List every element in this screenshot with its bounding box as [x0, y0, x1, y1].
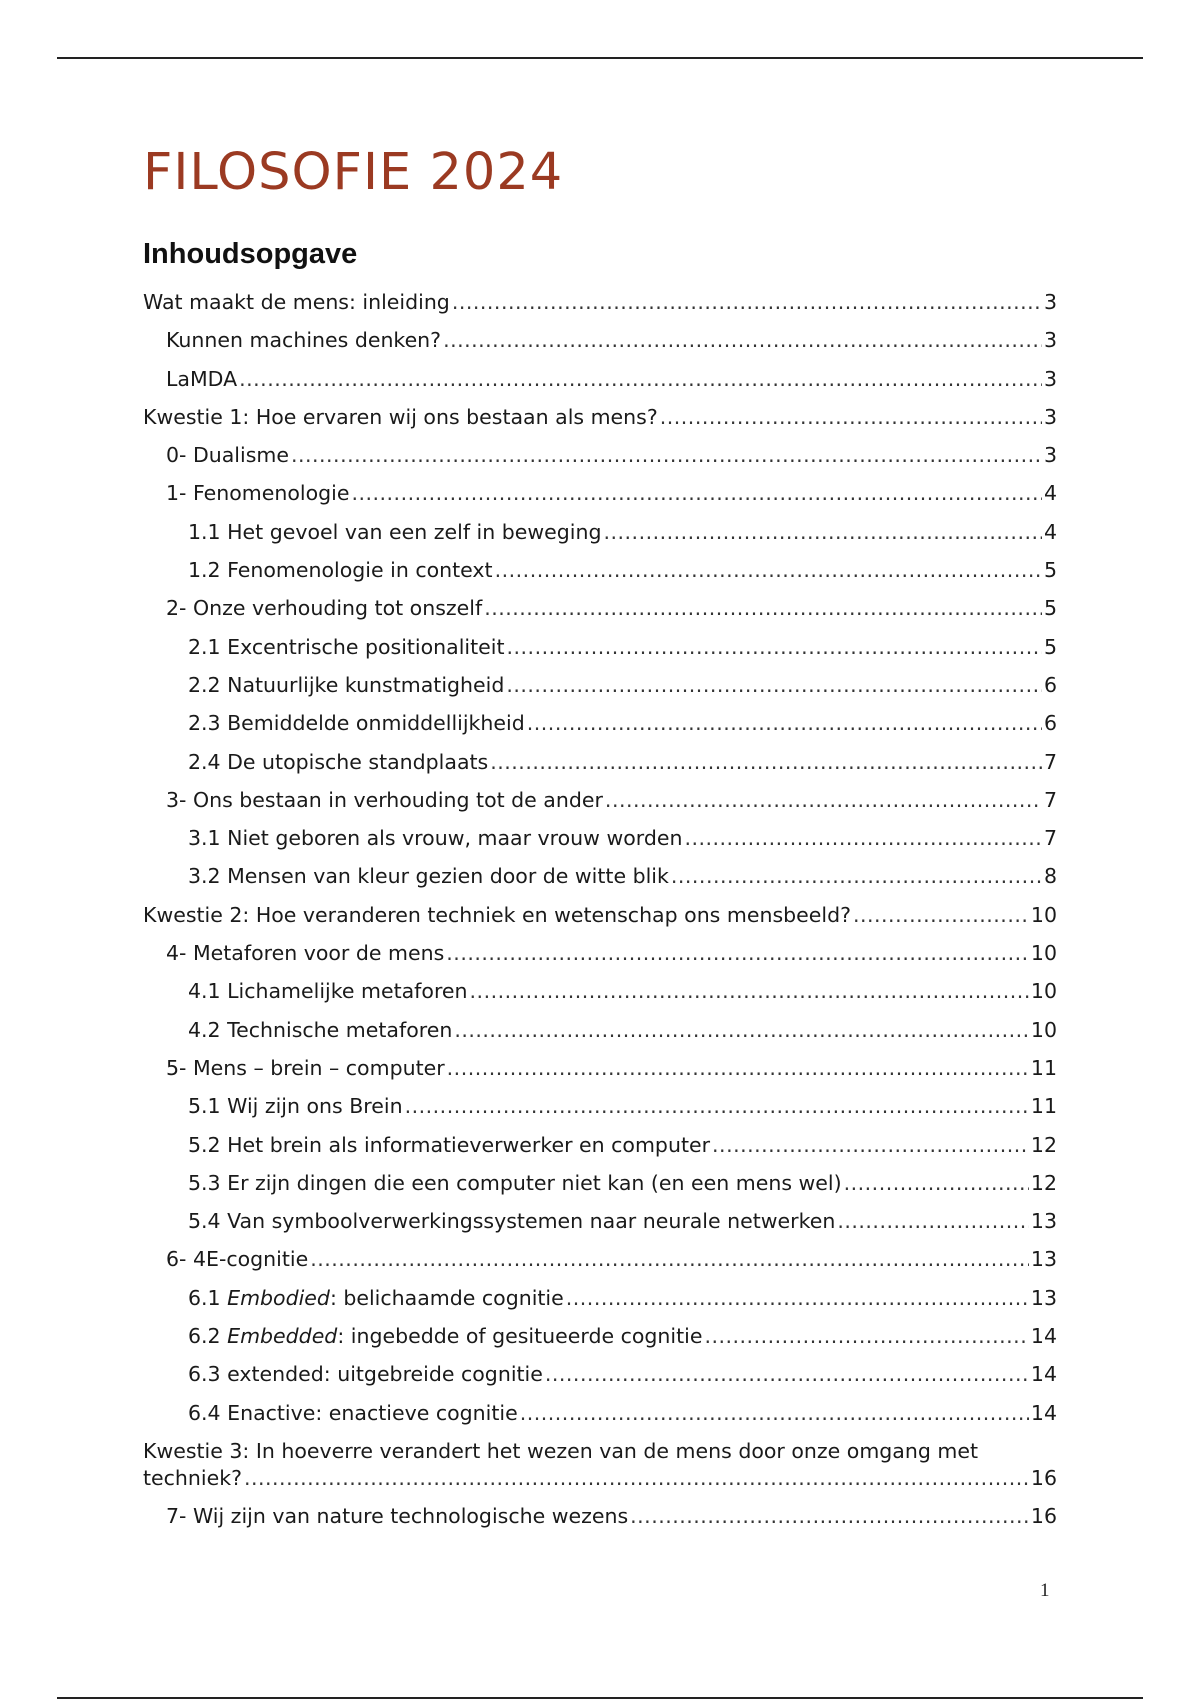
toc-page-number: 11 — [1030, 1055, 1057, 1080]
toc-page-number: 14 — [1030, 1400, 1057, 1425]
toc-entry[interactable] — [143, 1246, 1057, 1284]
toc-leader-dots — [443, 327, 1042, 354]
toc-entry-text: Wat maakt de mens: inleiding — [143, 290, 450, 314]
toc-entry-text: 5.1 Wij zijn ons Brein — [188, 1094, 403, 1119]
toc-page-number: 13 — [1030, 1247, 1057, 1272]
toc-entry-text: 3.2 Mensen van kleur gezien door de witte blik — [188, 864, 669, 889]
toc-entry[interactable] — [143, 672, 1057, 710]
toc-entry[interactable] — [143, 1093, 1057, 1131]
toc-entry-text: 2.3 Bemiddelde onmiddellijkheid — [188, 711, 525, 736]
toc-entry[interactable] — [143, 1132, 1057, 1170]
toc-page-number: 13 — [1030, 1285, 1057, 1310]
toc-heading: Inhoudsopgave — [143, 238, 358, 270]
page-number: 1 — [1040, 1580, 1050, 1601]
toc-entry[interactable] — [143, 825, 1057, 863]
toc-leader-dots — [495, 557, 1042, 584]
toc-entry-text: 1.1 Het gevoel van een zelf in beweging — [188, 519, 602, 544]
toc-leader-dots — [484, 595, 1042, 622]
toc-entry[interactable] — [143, 902, 1057, 940]
toc-leader-dots — [844, 1170, 1029, 1197]
toc-entry[interactable] — [143, 557, 1057, 595]
toc-leader-dots — [545, 1361, 1029, 1388]
toc-entry-text: Kwestie 3: In hoeverre verandert het wezen van de mens door onze omgang met — [143, 1438, 979, 1463]
toc-entry-text: 2.4 De utopische standplaats — [188, 749, 489, 774]
toc-leader-dots — [490, 749, 1042, 776]
toc-leader-dots — [244, 1465, 1029, 1492]
toc-leader-dots — [605, 787, 1042, 814]
toc-entry-text: 1.2 Fenomenologie in context — [188, 558, 493, 583]
toc-page-number: 10 — [1030, 1017, 1057, 1042]
toc-entry[interactable] — [143, 404, 1057, 442]
toc-page-number: 10 — [1030, 979, 1057, 1004]
toc-page-number: 14 — [1030, 1362, 1057, 1387]
toc-leader-dots — [712, 1132, 1029, 1159]
toc-entry[interactable] — [143, 519, 1057, 557]
toc-entry[interactable] — [143, 1055, 1057, 1093]
toc-entry[interactable] — [143, 634, 1057, 672]
toc-leader-dots — [447, 1055, 1029, 1082]
toc-leader-dots — [452, 289, 1042, 316]
toc-page-number: 13 — [1030, 1209, 1057, 1234]
toc-entry[interactable] — [143, 710, 1057, 748]
toc-entry-text: 6- 4E-cognitie — [166, 1247, 309, 1272]
toc-entry-text: 7- Wij zijn van nature technologische wezens — [166, 1503, 629, 1528]
toc-page-number: 3 — [1043, 290, 1057, 314]
top-rule — [57, 57, 1143, 59]
toc-leader-dots — [671, 863, 1042, 890]
toc-entry-text: Kwestie 2: Hoe veranderen techniek en wetenschap ons mensbeeld? — [143, 902, 851, 927]
toc-page-number: 5 — [1043, 596, 1057, 621]
toc-leader-dots — [630, 1503, 1029, 1530]
toc-entry-text: 6.3 extended: uitgebreide cognitie — [188, 1362, 543, 1387]
toc-entry[interactable] — [143, 1017, 1057, 1055]
toc-page-number: 4 — [1043, 481, 1057, 506]
toc-page-number: 16 — [1030, 1465, 1057, 1490]
toc-leader-dots — [454, 1017, 1029, 1044]
toc-page-number: 8 — [1043, 864, 1057, 889]
toc-entry[interactable] — [143, 327, 1057, 365]
toc-entry[interactable] — [143, 366, 1057, 404]
toc-entry-text: 6.4 Enactive: enactieve cognitie — [188, 1400, 518, 1425]
toc-entry[interactable] — [143, 1208, 1057, 1246]
toc-entry-text: Kunnen machines denken? — [166, 328, 442, 353]
toc-entry-text: 3.1 Niet geboren als vrouw, maar vrouw worden — [188, 826, 683, 851]
toc-entry-text: 3- Ons bestaan in verhouding tot de ander — [166, 787, 603, 812]
toc-page-number: 3 — [1043, 366, 1057, 391]
toc-leader-dots — [704, 1323, 1028, 1350]
toc-entry-text: 1- Fenomenologie — [166, 481, 350, 506]
toc-page-number: 11 — [1030, 1094, 1057, 1119]
toc-leader-dots — [527, 710, 1042, 737]
toc-leader-dots — [405, 1093, 1029, 1120]
toc-entry[interactable] — [143, 1503, 1057, 1541]
toc-entry[interactable] — [143, 749, 1057, 787]
toc-entry-text: 4.2 Technische metaforen — [188, 1017, 453, 1042]
toc-leader-dots — [660, 404, 1042, 431]
toc-leader-dots — [684, 825, 1042, 852]
toc-entry-text: 4.1 Lichamelijke metaforen — [188, 979, 468, 1004]
toc-entry[interactable] — [143, 1170, 1057, 1208]
toc-leader-dots — [239, 366, 1042, 393]
toc-entry-text: 2- Onze verhouding tot onszelf — [166, 596, 483, 621]
toc-entry-text: LaMDA — [166, 366, 238, 391]
toc-entry-text: 2.2 Natuurlijke kunstmatigheid — [188, 672, 505, 697]
toc-page-number: 3 — [1043, 404, 1057, 429]
toc-entry-text: 5.2 Het brein als informatieverwerker en computer — [188, 1132, 711, 1157]
toc-page-number: 5 — [1043, 634, 1057, 659]
toc-entry[interactable] — [143, 1285, 1057, 1323]
bottom-rule — [57, 1697, 1143, 1699]
toc-leader-dots — [446, 940, 1029, 967]
toc-leader-dots — [507, 634, 1042, 661]
toc-entry[interactable] — [143, 1361, 1057, 1399]
toc-leader-dots — [853, 902, 1029, 929]
toc-entry[interactable] — [143, 480, 1057, 518]
toc-page-number: 5 — [1043, 558, 1057, 583]
toc-entry[interactable] — [143, 1323, 1057, 1361]
toc-page-number: 7 — [1043, 826, 1057, 851]
document-title: FILOSOFIE 2024 — [143, 143, 564, 202]
toc-page-number: 10 — [1030, 941, 1057, 966]
toc-entry-text: 5.3 Er zijn dingen die een computer niet kan (en een mens wel) — [188, 1170, 842, 1195]
toc-entry-text: 5- Mens – brein – computer — [166, 1055, 445, 1080]
toc-page-number: 10 — [1030, 902, 1057, 927]
toc-entry-text: 4- Metaforen voor de mens — [166, 941, 445, 966]
toc-entry[interactable] — [143, 1438, 1057, 1503]
toc-page-number: 6 — [1043, 672, 1057, 697]
toc-entry-text: techniek? — [143, 1465, 242, 1490]
toc-leader-dots — [310, 1246, 1029, 1273]
toc-page-number: 14 — [1030, 1324, 1057, 1349]
toc-page-number: 6 — [1043, 711, 1057, 736]
toc-leader-dots — [837, 1208, 1029, 1235]
toc-page-number: 16 — [1030, 1503, 1057, 1528]
toc-entry-text: 2.1 Excentrische positionaliteit — [188, 634, 505, 659]
toc-entry[interactable] — [143, 442, 1057, 480]
toc-entry[interactable] — [143, 1400, 1057, 1438]
toc-entry[interactable] — [143, 863, 1057, 901]
toc-leader-dots — [566, 1285, 1029, 1312]
toc-entry[interactable] — [143, 595, 1057, 633]
toc-entry-text: 0- Dualisme — [166, 443, 289, 468]
toc-entry[interactable] — [143, 787, 1057, 825]
toc-entry-text: 5.4 Van symboolverwerkingssystemen naar neurale netwerken — [188, 1209, 836, 1234]
table-of-contents — [143, 289, 1057, 1541]
toc-entry[interactable] — [143, 978, 1057, 1016]
toc-leader-dots — [351, 480, 1042, 507]
toc-leader-dots — [506, 672, 1042, 699]
toc-entry[interactable] — [143, 289, 1057, 327]
toc-entry-text: 6.1 Embodied: belichaamde cognitie — [188, 1285, 564, 1310]
toc-page-number: 3 — [1043, 328, 1057, 353]
toc-leader-dots — [603, 519, 1041, 546]
toc-page-number: 4 — [1043, 519, 1057, 544]
toc-entry-text: Kwestie 1: Hoe ervaren wij ons bestaan als mens? — [143, 404, 658, 429]
toc-leader-dots — [520, 1400, 1029, 1427]
toc-page-number: 3 — [1043, 443, 1057, 468]
toc-page-number: 7 — [1043, 749, 1057, 774]
toc-entry[interactable] — [143, 940, 1057, 978]
toc-page-number: 12 — [1030, 1170, 1057, 1195]
toc-leader-dots — [470, 978, 1029, 1005]
toc-page-number: 7 — [1043, 787, 1057, 812]
toc-page-number: 12 — [1030, 1132, 1057, 1157]
toc-leader-dots — [291, 442, 1042, 469]
toc-entry-text: 6.2 Embedded: ingebedde of gesitueerde cognitie — [188, 1324, 703, 1349]
